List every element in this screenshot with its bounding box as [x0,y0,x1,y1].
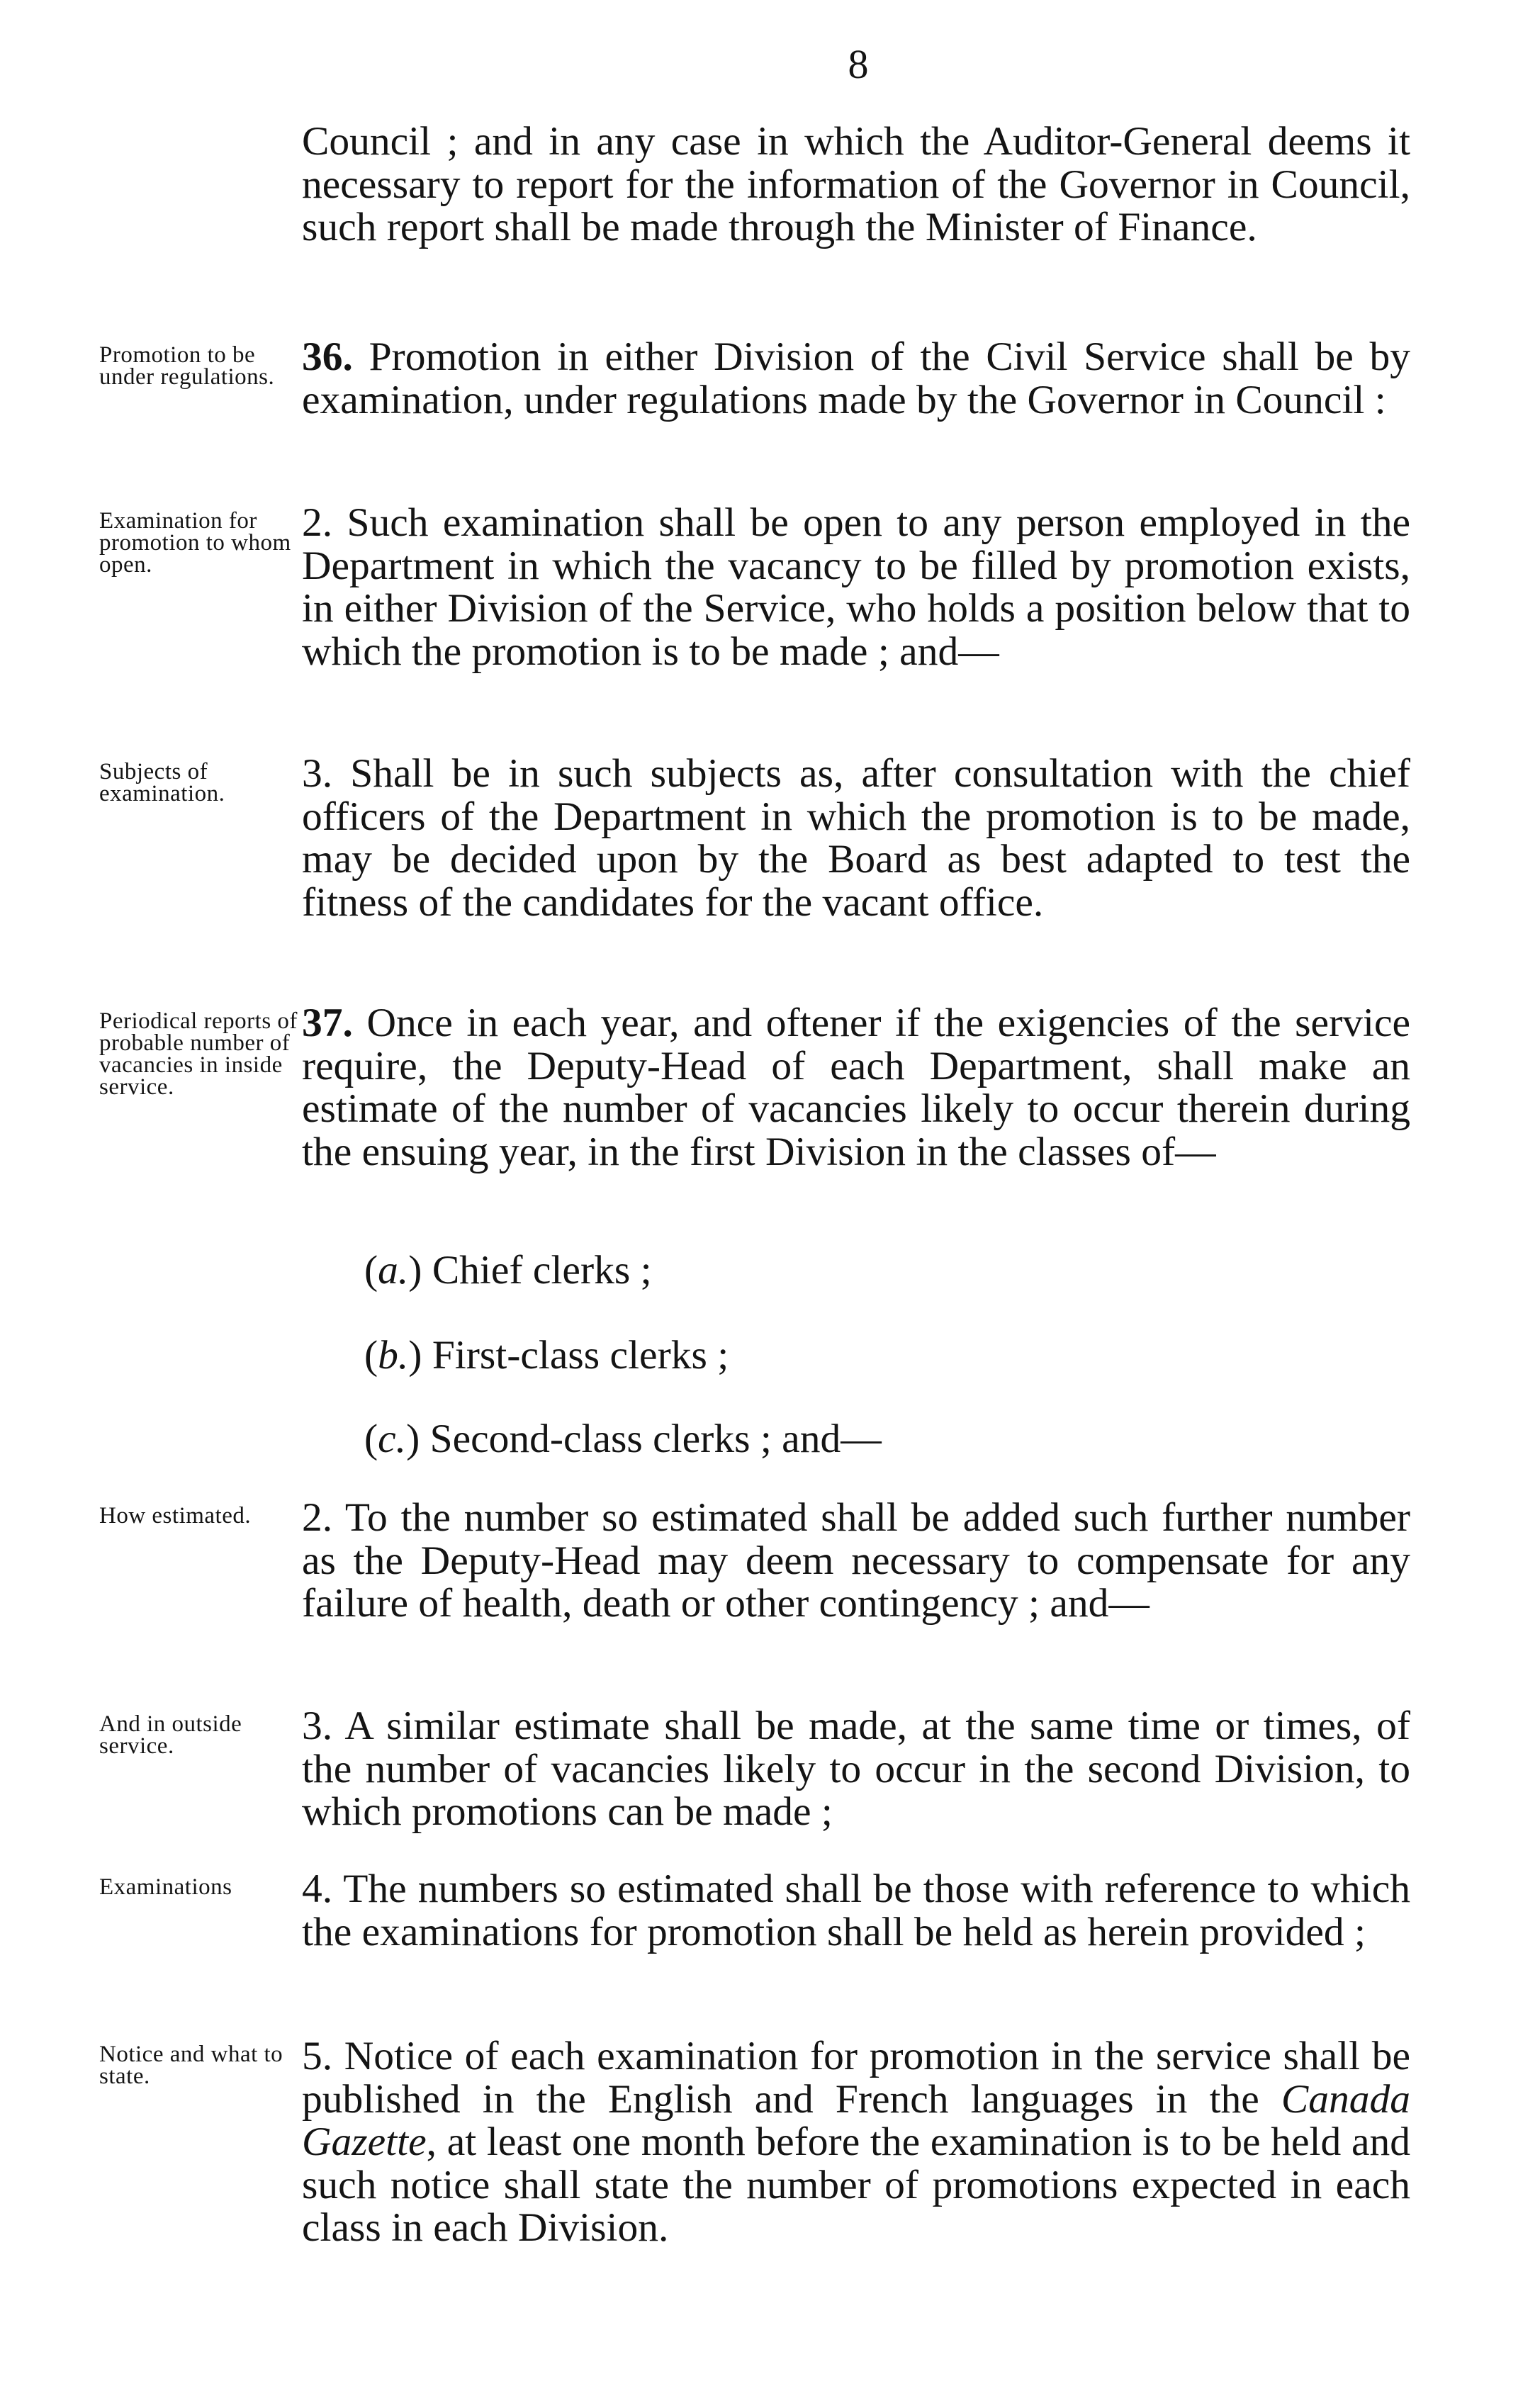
section-number: 5. [302,2034,333,2078]
section-number: 37. [302,1001,353,1045]
class-item-first-class: (b.) First-class clerks ; [364,1333,729,1378]
section-number: 36. [302,334,353,379]
section-number: 3. [302,1704,333,1748]
section-37-3-paragraph [302,1705,1410,1834]
section-text: A similar estimate shall be made, at the same time or times, of the number of vacancies likely to occur in the second Division, to which promotions can be made ; [302,1704,1410,1834]
margin-note-promotion: Promotion to be under regulations. [99,342,275,390]
section-36-2-paragraph [302,502,1410,673]
section-37-4-paragraph [302,1868,1410,1954]
section-text: Such examination shall be open to any person employed in the Department in which the vacancy to be filled by promotion exists, in either Division of the Service, who holds a position below that to which the promotion is to be made ; and— [302,500,1410,674]
class-letter: b. [378,1333,409,1378]
class-label: Chief clerks ; [422,1248,652,1293]
margin-note-periodical: Periodical reports of probable number of vacancies in inside service. [99,1008,298,1100]
gazette-title: Canada Gazette [302,2076,1410,2164]
section-text: Shall be in such subjects as, after consultation with the chief officers of the Department in which the promotion is to be made, may be decided upon by the Board as best adapted to test the fitness of the candidates for the vacant office. [302,751,1410,925]
section-text: The numbers so estimated shall be those with reference to which the examinations for promotion shall be held as herein provided ; [302,1867,1410,1954]
class-item-second-class: (c.) Second-class clerks ; and— [364,1417,882,1461]
margin-note-subjects: Subjects of examination. [99,759,225,806]
section-37-paragraph [302,1002,1410,1173]
section-37-5-paragraph [302,2035,1410,2250]
class-letter: c. [378,1417,407,1461]
section-text-after: , at least one month before the examination is to be held and such notice shall state the number of promotions expected in each class in each Division. [302,2120,1410,2250]
class-label: Second-class clerks ; and— [420,1417,882,1461]
margin-note-notice: Notice and what to state. [99,2042,283,2089]
section-text: Once in each year, and oftener if the exigencies of the service require, the Deputy-Head of each Department, shall make an estimate of the number of vacancies likely to occur therein during the ensuing year, in the first Division in the classes of— [302,1001,1410,1174]
section-number: 2. [302,1495,333,1540]
section-36-paragraph [302,336,1410,422]
section-number: 3. [302,751,333,796]
intro-paragraph: Council ; and in any case in which the Auditor-General deems it necessary to report for the information of the Governor in Council, such report shall be made through the Minister of Finance. [302,119,1410,249]
class-label: First-class clerks ; [422,1333,729,1378]
margin-note-examinations: Examinations [99,1874,232,1900]
section-text: Promotion in either Division of the Civil Service shall be by examination, under regulations made by the Governor in Council : [302,334,1410,422]
margin-note-outside-service: And in outside service. [99,1711,242,1759]
section-37-2-paragraph [302,1497,1410,1626]
class-item-chief-clerks: (a.) Chief clerks ; [364,1248,652,1293]
section-number: 2. [302,500,333,545]
margin-note-examination: Examination for promotion to whom open. [99,508,291,578]
page-number: 8 [848,41,869,87]
class-letter: a. [378,1248,409,1293]
section-36-3-paragraph [302,753,1410,924]
section-number: 4. [302,1867,333,1911]
section-text: To the number so estimated shall be added such further number as the Deputy-Head may deem necessary to compensate for any failure of health, death or other contingency ; and— [302,1495,1410,1626]
margin-note-how-estimated: How estimated. [99,1503,252,1529]
section-text-before: Notice of each examination for promotion in the service shall be published in the English and French languages in the [302,2034,1410,2122]
